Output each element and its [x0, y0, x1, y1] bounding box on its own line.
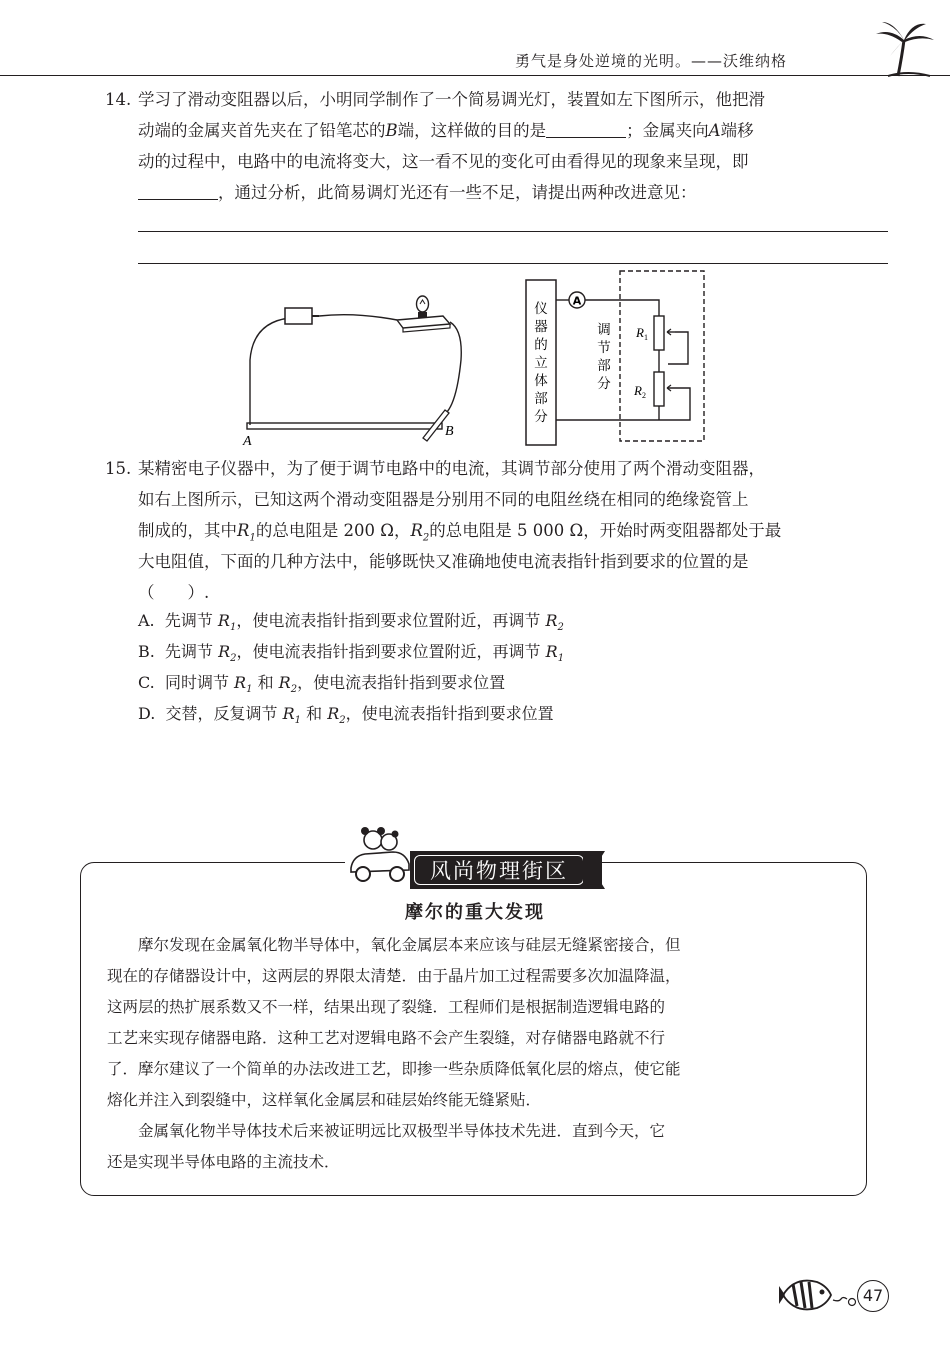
option-text: 和 [257, 673, 274, 692]
option-a[interactable]: A. 先调节 $R_1$，使电流表指针指到要求位置附近，再调节 $R_2$ [138, 611, 564, 634]
point-b-label: B [445, 424, 454, 439]
q14-number: 14. [105, 90, 132, 109]
r1-symbol: $R_1$ [237, 521, 256, 544]
adjust-label [597, 322, 611, 392]
wire-left [250, 318, 290, 425]
option-prefix: A. [138, 611, 155, 630]
svg-text:的: 的 [534, 337, 548, 353]
label-b: B [385, 121, 398, 140]
answer-line-1[interactable] [138, 231, 888, 232]
answer-line-2[interactable] [138, 263, 888, 264]
tag-arrow-tip [583, 851, 605, 889]
r2-symbol: $R_2$ [410, 521, 430, 544]
option-text: 同时调节 [164, 673, 229, 692]
option-prefix: D. [138, 704, 156, 723]
header-quote: 勇气是身处逆境的光明。——沃维纳格 [515, 52, 788, 70]
option-prefix: C. [138, 673, 155, 692]
svg-text:分: 分 [534, 409, 548, 425]
wire-top [319, 315, 397, 320]
battery [285, 308, 312, 324]
label-a: A [708, 121, 721, 140]
option-text: 和 [306, 704, 323, 723]
r1-label: $R_1$ [636, 325, 648, 342]
q14-line3: 动的过程中，电路中的电流将变大，这一看不见的变化可由看得见的现象来呈现，即 [138, 152, 749, 171]
q14-line4-text: ，通过分析，此简易调灯光还有一些不足，请提出两种改进意见： [218, 183, 697, 202]
feature-line: 熔化并注入到裂缝中，这样氧化金属层和硅层始终能无缝紧贴． [107, 1091, 542, 1109]
pencil-lead [247, 423, 442, 429]
feature-tag [410, 851, 602, 889]
blank-1[interactable] [546, 119, 626, 138]
q14-line1: 学习了滑动变阻器以后，小明同学制作了一个简易调光灯，装置如左下图所示，他把滑 [138, 90, 765, 109]
option-text: ，使电流表指针指到要求位置 [345, 704, 554, 723]
page-number: 47 [857, 1280, 889, 1312]
q14-line4 [138, 177, 697, 209]
feature-line: 工艺来实现存储器电路．这种工艺对逻辑电路不会产生裂缝，对存储器电路就不行 [107, 1029, 666, 1047]
option-text: 先调节 [165, 642, 214, 661]
rheostat-circuit-figure [520, 268, 715, 448]
feature-line: 摩尔发现在金属氧化物半导体中，氧化金属层本来应该与硅层无缝紧密接合，但 [107, 936, 681, 954]
palm-tree-icon [868, 18, 940, 80]
bulb [417, 296, 429, 312]
svg-text:器: 器 [534, 319, 548, 335]
ammeter-label: A [572, 294, 582, 308]
q15-number: 15. [105, 459, 132, 478]
q15-line3-part: 制成的，其中 [138, 521, 237, 540]
svg-text:体: 体 [534, 373, 548, 389]
r1-resistor [654, 316, 664, 350]
feature-line: 现在的存储器设计中，这两层的界限太清楚．由于晶片加工过程需要多次加温降温， [107, 967, 681, 985]
q14-line2-part: 端移 [720, 121, 754, 140]
point-a-label: A [243, 434, 252, 449]
q14-line2 [138, 115, 754, 147]
r2-label: $R_2$ [634, 383, 646, 400]
blank-2[interactable] [138, 181, 218, 200]
q15-line3-part: 的总电阻是 5 000 Ω，开始时两变阻器都处于最 [429, 521, 782, 540]
svg-text:仪: 仪 [534, 301, 548, 317]
svg-text:调: 调 [597, 322, 611, 338]
cartoon-car-icon [345, 822, 415, 886]
option-c[interactable]: C. 同时调节 $R_1$ 和 $R_2$，使电流表指针指到要求位置 [138, 673, 506, 696]
svg-text:立: 立 [534, 355, 548, 371]
wire-right [447, 322, 461, 412]
q15-line4: 大电阻值，下面的几种方法中，能够既快又准确地使电流表指针指到要求的位置的是 [138, 552, 749, 571]
q14-line2-part: ；金属夹向 [626, 121, 709, 140]
fish-icon [775, 1272, 857, 1318]
q14-line2-part: 端，这样做的目的是 [397, 121, 547, 140]
dimmer-circuit-figure [235, 290, 475, 450]
adjust-box [620, 271, 704, 441]
option-text: ，使电流表指针指到要求位置附近，再调节 [236, 642, 541, 661]
header-rule [0, 75, 950, 76]
svg-text:分: 分 [597, 376, 611, 392]
feature-line: 金属氧化物半导体技术后来被证明远比双极型半导体技术先进．直到今天，它 [107, 1122, 666, 1140]
feature-line: 了．摩尔建议了一个简单的办法改进工艺，即掺一些杂质降低氧化层的熔点，使它能 [107, 1060, 681, 1078]
option-text: 交替，反复调节 [165, 704, 278, 723]
option-text: ，使电流表指针指到要求位置 [297, 673, 506, 692]
instrument-label [534, 301, 548, 425]
q15-line1: 某精密电子仪器中，为了便于调节电路中的电流，其调节部分使用了两个滑动变阻器， [138, 459, 765, 478]
feature-line: 这两层的热扩展系数又不一样，结果出现了裂缝．工程师们是根据制造逻辑电路的 [107, 998, 666, 1016]
option-text: ，使电流表指针指到要求位置附近，再调节 [236, 611, 541, 630]
q14-line2-part: 动端的金属夹首先夹在了铅笔芯的 [138, 121, 386, 140]
option-b[interactable]: B. 先调节 $R_2$，使电流表指针指到要求位置附近，再调节 $R_1$ [138, 642, 565, 665]
option-text: 先调节 [164, 611, 213, 630]
option-d[interactable]: D. 交替，反复调节 $R_1$ 和 $R_2$，使电流表指针指到要求位置 [138, 704, 554, 727]
q15-line3-part: 的总电阻是 200 Ω， [255, 521, 411, 540]
feature-line: 还是实现半导体电路的主流技术． [107, 1153, 340, 1171]
svg-text:节: 节 [597, 340, 611, 356]
q15-line2: 如右上图所示，已知这两个滑动变阻器是分别用不同的电阻丝绕在相同的绝缘瓷管上 [138, 490, 749, 509]
svg-text:部: 部 [597, 358, 611, 374]
r2-resistor [654, 372, 664, 406]
feature-title: 摩尔的重大发现 [405, 902, 545, 923]
option-prefix: B. [138, 642, 155, 661]
svg-text:部: 部 [534, 391, 548, 407]
q15-line5: （ ）. [138, 583, 210, 602]
feature-tag-label: 风尚物理街区 [414, 855, 584, 885]
